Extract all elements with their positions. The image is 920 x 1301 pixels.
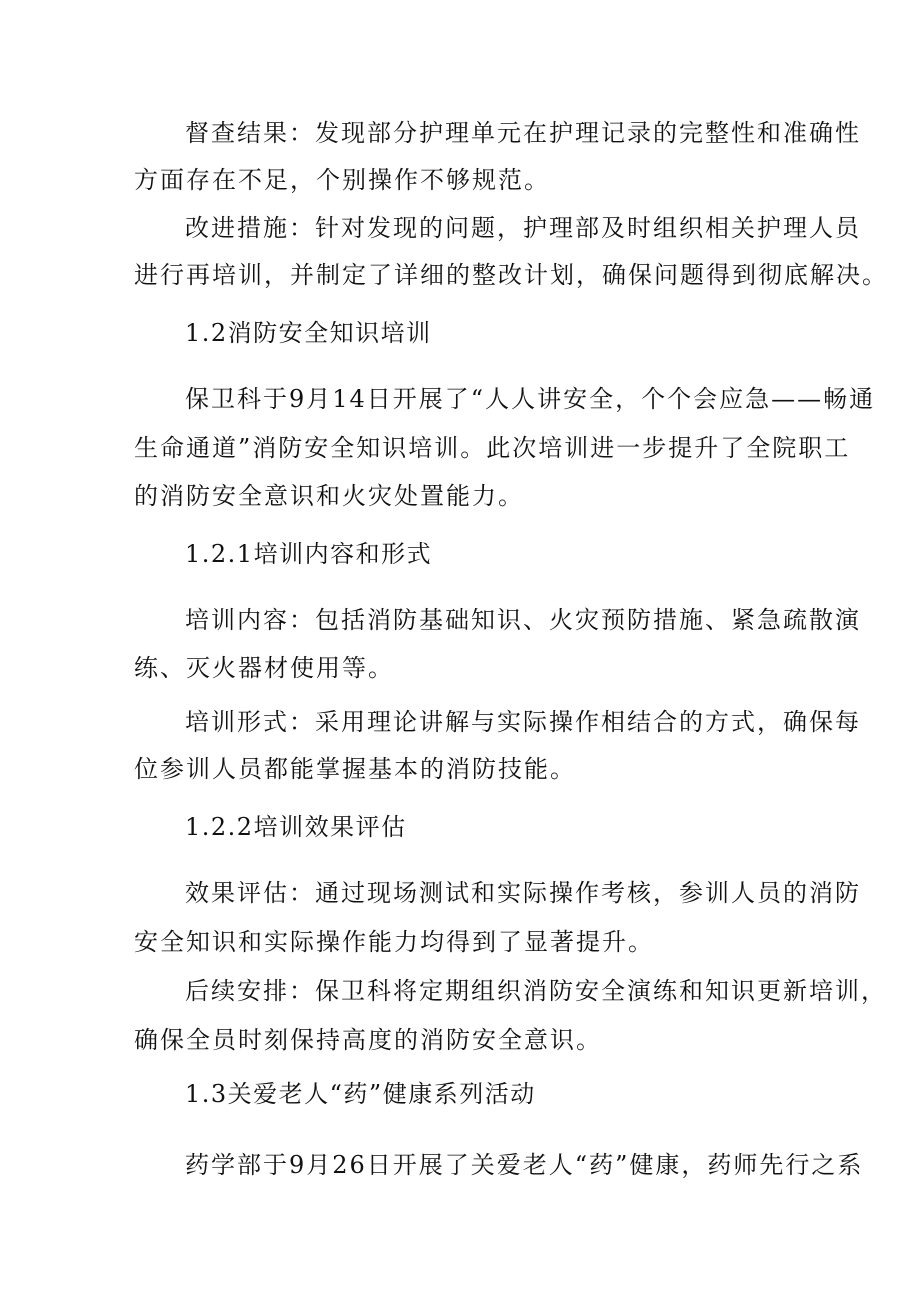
paragraph-line: 方面存在不足，个别操作不够规范。 xyxy=(134,166,550,194)
paragraph-line: 保卫科于9月14日开展了“人人讲安全，个个会应急——畅通 xyxy=(185,385,876,413)
section-heading-1-2-1: 1.2.1培训内容和形式 xyxy=(185,540,433,568)
paragraph-line: 培训内容：包括消防基础知识、火灾预防措施、紧急疏散演 xyxy=(185,606,861,634)
paragraph-line: 的消防安全意识和火灾处置能力。 xyxy=(134,482,524,510)
paragraph-line: 后续安排：保卫科将定期组织消防安全演练和知识更新培训， xyxy=(185,977,887,1005)
paragraph-line: 安全知识和实际操作能力均得到了显著提升。 xyxy=(134,928,654,956)
paragraph-line: 督查结果：发现部分护理单元在护理记录的完整性和准确性 xyxy=(185,119,861,147)
paragraph-line: 确保全员时刻保持高度的消防安全意识。 xyxy=(134,1026,602,1054)
paragraph-line: 培训形式：采用理论讲解与实际操作相结合的方式，确保每 xyxy=(185,708,861,736)
paragraph-line: 效果评估：通过现场测试和实际操作考核，参训人员的消防 xyxy=(185,879,861,907)
paragraph-line: 改进措施：针对发现的问题，护理部及时组织相关护理人员 xyxy=(185,214,861,242)
section-heading-1-2-2: 1.2.2培训效果评估 xyxy=(185,813,407,841)
section-heading-1-3: 1.3关爱老人“药”健康系列活动 xyxy=(185,1080,536,1108)
paragraph-line: 生命通道”消防安全知识培训。此次培训进一步提升了全院职工 xyxy=(134,434,851,462)
section-heading-1-2: 1.2消防安全知识培训 xyxy=(185,319,432,347)
paragraph-line: 练、灭火器材使用等。 xyxy=(134,654,394,682)
paragraph-line: 药学部于9月26日开展了关爱老人“药”健康，药师先行之系 xyxy=(185,1151,864,1179)
paragraph-line: 位参训人员都能掌握基本的消防技能。 xyxy=(134,755,576,783)
paragraph-line: 进行再培训，并制定了详细的整改计划，确保问题得到彻底解决。 xyxy=(134,261,888,289)
